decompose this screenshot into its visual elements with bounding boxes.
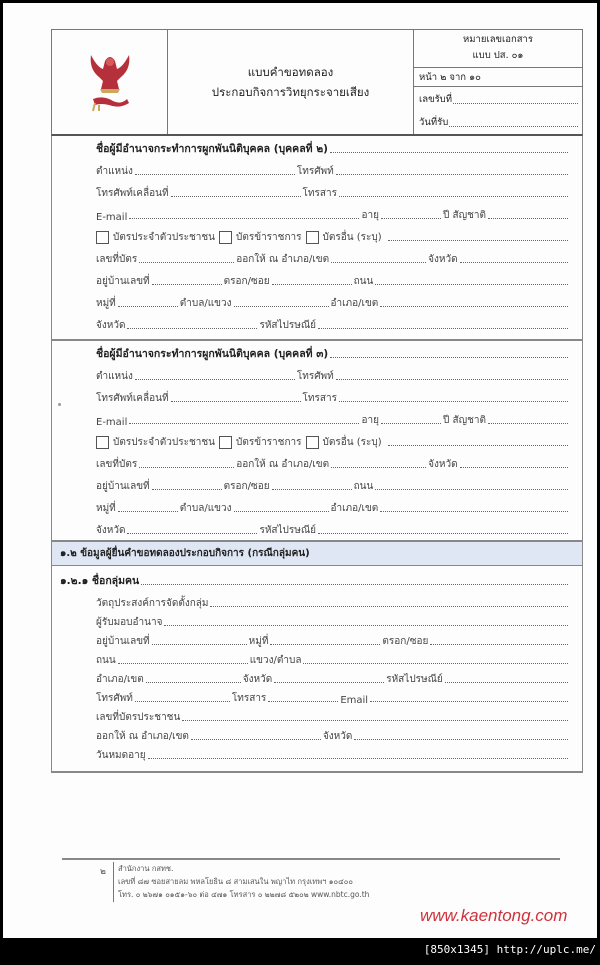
group-name-field[interactable] [60,568,570,590]
id-card-checkbox[interactable] [96,436,109,449]
phone-label: โทรศัพท์ [96,693,133,704]
gov-card-label: บัตรข้าราชการ [236,232,302,243]
expiry-label: วันหมดอายุ [96,750,146,761]
authorized-label: ผู้รับมอบอำนาจ [96,617,163,628]
other-card-checkbox[interactable] [306,231,319,244]
id-no-input[interactable] [182,720,568,721]
document-info-box [414,30,582,134]
gov-card-checkbox[interactable] [219,436,232,449]
road-label: ถนน [353,276,374,287]
card-no-label: เลขที่บัตร [96,459,138,470]
district-input[interactable] [146,682,241,683]
id-card-checkbox[interactable] [96,231,109,244]
footer-org: สำนักงาน กสทช. [118,864,174,873]
page-number: ๒ [100,867,106,877]
road-label: ถนน [353,481,374,492]
province2-label: จังหวัด [322,731,353,742]
house-no-label: อยู่บ้านเลขที่ [96,276,150,287]
footer-contact: โทร. ๐ ๒๖๗๑ ๐๑๕๑-๖๐ ต่อ ๔๗๑ โทรสาร ๐ ๒๒๗๘ ๕๒๐๒ www.nbtc.go.th [118,890,370,899]
position-label: ตำแหน่ง [96,166,133,177]
postcode-label: รหัสไปรษณีย์ [259,320,316,331]
age-input[interactable] [381,423,441,424]
issued-at-input[interactable] [331,467,426,468]
fax-input[interactable] [339,196,568,197]
alley-input[interactable] [272,284,352,285]
mobile-label: โทรศัพท์เคลื่อนที่ [96,188,169,199]
house-no-input[interactable] [152,284,222,285]
mobile-input[interactable] [171,401,301,402]
id-no-label: เลขที่บัตรประชาชน [96,712,181,723]
province2-label: จังหวัด [96,320,126,331]
alley-label: ตรอก/ซอย [382,636,429,647]
other-card-input[interactable] [388,445,568,446]
phone-label: โทรศัพท์ [296,371,334,382]
fax-input[interactable] [268,701,338,702]
alley-input[interactable] [430,644,568,645]
mobile-label: โทรศัพท์เคลื่อนที่ [96,393,169,404]
district-label: อำเภอ/เขต [330,503,379,514]
receipt-date-field[interactable] [414,111,582,134]
postcode-input[interactable] [318,328,568,329]
form-code: แบบ ปส. ๐๑ [472,50,524,62]
issued-at-label: ออกให้ ณ อำเภอ/เขต [236,254,330,265]
nationality-input[interactable] [488,423,568,424]
email-input[interactable] [370,701,568,702]
receipt-number-label: เลขรับที่ [419,93,452,105]
footer-address-block [118,862,369,901]
nationality-input[interactable] [488,218,568,219]
moo-label: หมู่ที่ [96,298,116,309]
image-info-label[interactable]: [850x1345] http://uplc.me/ [423,943,596,956]
road-input[interactable] [375,284,568,285]
district-label: อำเภอ/เขต [330,298,379,309]
subdistrict-label: ตำบล/แขวง [179,503,232,514]
road-label: ถนน [96,655,116,666]
district-input[interactable] [380,511,568,512]
postcode-input[interactable] [318,533,568,534]
other-card-label: บัตรอื่น (ระบุ) [322,437,382,448]
province2-input[interactable] [354,739,568,740]
subdistrict-input[interactable] [234,306,329,307]
house-no-input[interactable] [152,489,222,490]
moo-label: หมู่ที่ [96,503,116,514]
expiry-input[interactable] [148,758,568,759]
age-input[interactable] [381,218,441,219]
group-name-label: ๑.๒.๑ ชื่อกลุ่มคน [60,575,140,587]
issued-at-label: ออกให้ ณ อำเภอ/เขต [236,459,330,470]
province-input[interactable] [460,467,568,468]
alley-input[interactable] [272,489,352,490]
form-title-line2: ประกอบกิจการวิทยุกระจายเสียง [211,85,370,99]
footer-divider [62,858,560,860]
card-no-input[interactable] [139,262,234,263]
subdistrict-input[interactable] [234,511,329,512]
email-input[interactable] [129,423,359,424]
district-label: อำเภอ/เขต [96,674,144,685]
phone-input[interactable] [336,379,568,380]
purpose-input[interactable] [210,606,568,607]
province-label: จังหวัด [428,459,458,470]
subdistrict-label: แขวง/ตำบล [249,655,302,666]
subdistrict-input[interactable] [303,663,568,664]
issued-at-input[interactable] [191,739,321,740]
page-info: หน้า ๒ จาก ๑๐ [414,68,582,87]
mobile-input[interactable] [171,196,301,197]
province2-input[interactable] [127,328,257,329]
province-label: จังหวัด [242,674,273,685]
form-title-line1: แบบคำขอทดลอง [247,65,334,79]
position-input[interactable] [135,174,295,175]
person-2-name-field[interactable] [96,136,570,158]
footer-address: เลขที่ ๘๗ ซอยสายลม พหลโยธิน ๘ สามเสนใน พญาไท กรุงเทพฯ ๑๐๔๐๐ [118,877,353,886]
nationality-label: ปี สัญชาติ [442,415,486,426]
province-input[interactable] [460,262,568,263]
house-no-label: อยู่บ้านเลขที่ [96,636,150,647]
scan-speck [58,403,61,406]
postcode-label: รหัสไปรษณีย์ [386,674,443,685]
group-section [51,566,583,773]
road-input[interactable] [375,489,568,490]
postcode-label: รหัสไปรษณีย์ [259,525,316,536]
phone-label: โทรศัพท์ [296,166,334,177]
gov-card-label: บัตรข้าราชการ [236,437,302,448]
id-card-label: บัตรประจำตัวประชาชน [113,437,216,448]
authorized-input[interactable] [164,625,568,626]
position-input[interactable] [135,379,295,380]
card-no-input[interactable] [139,467,234,468]
moo-input[interactable] [118,306,178,307]
alley-label: ตรอก/ซอย [223,481,270,492]
purpose-label: วัตถุประสงค์การจัดตั้งกลุ่ม [96,598,209,609]
province2-input[interactable] [127,533,257,534]
road-input[interactable] [118,663,248,664]
gov-card-checkbox[interactable] [219,231,232,244]
issued-at-input[interactable] [331,262,426,263]
issued-at-label: ออกให้ ณ อำเภอ/เขต [96,731,189,742]
card-no-label: เลขที่บัตร [96,254,138,265]
moo-label: หมู่ที่ [248,636,269,647]
receipt-number-field[interactable] [414,87,582,110]
position-label: ตำแหน่ง [96,371,133,382]
form-header [51,29,583,136]
phone-input[interactable] [336,174,568,175]
fax-label: โทรสาร [231,693,267,704]
age-label: อายุ [361,415,379,426]
garuda-emblem-icon [52,30,168,134]
fax-label: โทรสาร [302,188,337,199]
district-input[interactable] [380,306,568,307]
watermark-link[interactable]: www.kaentong.com [420,906,568,925]
house-no-input[interactable] [152,644,247,645]
province2-label: จังหวัด [96,525,126,536]
postcode-input[interactable] [445,682,568,683]
footer-vertical-rule [113,862,114,902]
age-label: อายุ [361,210,379,221]
alley-label: ตรอก/ซอย [223,276,270,287]
province-label: จังหวัด [428,254,458,265]
email-label: Email [340,695,369,706]
group-section-header: ๑.๒ ข้อมูลผู้ยื่นคำขอทดลองประกอบกิจการ (กรณีกลุ่มคน) [51,542,583,566]
email-label: E-mail [96,417,128,428]
other-card-label: บัตรอื่น (ระบุ) [322,232,382,243]
person-2-heading: ชื่อผู้มีอำนาจกระทำการผูกพันนิติบุคคล (บุคคลที่ ๒) [96,143,328,155]
phone-input[interactable] [135,701,230,702]
group-name-input[interactable] [141,584,568,585]
person-3-section [51,341,583,542]
id-card-label: บัตรประจำตัวประชาชน [113,232,216,243]
doc-number-label: หมายเลขเอกสาร [463,34,533,46]
moo-input[interactable] [270,644,380,645]
house-no-label: อยู่บ้านเลขที่ [96,481,150,492]
fax-label: โทรสาร [302,393,337,404]
person-3-name-field[interactable] [96,341,570,363]
email-label: E-mail [96,212,128,223]
other-card-input[interactable] [388,240,568,241]
form-title [168,30,414,134]
province-input[interactable] [274,682,384,683]
email-input[interactable] [129,218,359,219]
subdistrict-label: ตำบล/แขวง [179,298,232,309]
moo-input[interactable] [118,511,178,512]
fax-input[interactable] [339,401,568,402]
person-2-section [51,136,583,341]
other-card-checkbox[interactable] [306,436,319,449]
person-3-heading: ชื่อผู้มีอำนาจกระทำการผูกพันนิติบุคคล (บุคคลที่ ๓) [96,348,329,360]
receipt-date-label: วันที่รับ [419,116,449,128]
nationality-label: ปี สัญชาติ [442,210,486,221]
